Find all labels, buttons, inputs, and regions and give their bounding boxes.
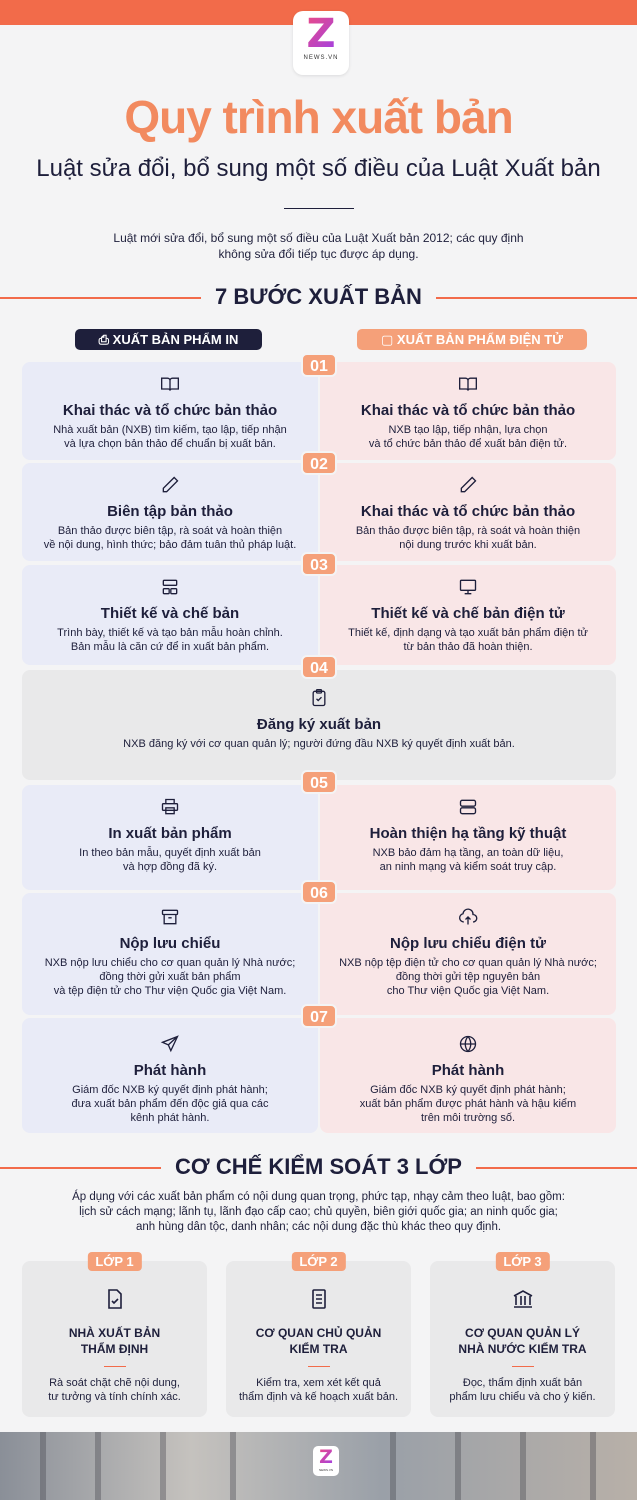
monitor-icon <box>320 577 616 599</box>
print-step-1 <box>22 362 318 460</box>
layer-title: NHÀ XUẤT BẢN THẨM ĐỊNH <box>68 1326 161 1356</box>
server-icon <box>320 797 616 819</box>
steps-heading <box>0 282 637 312</box>
layer-label: LỚP 2 <box>291 1252 345 1271</box>
step-badge-3: 03 <box>301 552 337 576</box>
step-badge-5: 05 <box>301 770 337 794</box>
step-badge-4: 04 <box>301 655 337 679</box>
step-title: Khai thác và tổ chức bản thảo <box>360 503 576 520</box>
printer-icon <box>22 797 318 819</box>
step-desc: NXB đăng ký với cơ quan quản lý; người đứng đầu NXB ký quyết định xuất bản. <box>123 738 515 750</box>
digital-step-5 <box>320 785 616 890</box>
page-title: Quy trình xuất bản <box>124 91 513 143</box>
monitor-icon: ▢ <box>381 332 397 347</box>
print-label-text: XUẤT BẢN PHẨM IN <box>112 332 239 347</box>
print-step-2 <box>22 463 318 561</box>
step-title: Nộp lưu chiểu <box>119 935 221 952</box>
step-desc: Nhà xuất bản (NXB) tìm kiếm, tạo lập, tiếp nhận và lựa chọn bản thảo để chuẩn bị xuất bản. <box>53 424 287 450</box>
globe-icon <box>320 1034 616 1056</box>
digital-step-7 <box>320 1018 616 1133</box>
layer-desc: Kiểm tra, xem xét kết quả thẩm định và kế hoạch xuất bản. <box>239 1377 398 1403</box>
layer-label: LỚP 3 <box>495 1252 549 1271</box>
layer-desc: Đọc, thẩm định xuất bản phẩm lưu chiểu và cho ý kiến. <box>449 1377 596 1403</box>
step-badge-1: 01 <box>301 353 337 377</box>
step-desc: Giám đốc NXB ký quyết định phát hành; xuất bản phẩm được phát hành và hậu kiểm trên môi trường số. <box>359 1084 577 1124</box>
landmark-icon <box>430 1287 615 1313</box>
layout-icon <box>22 577 318 599</box>
file-check-icon <box>22 1287 207 1313</box>
clipboard-check-icon <box>22 688 616 710</box>
step-desc: Thiết kế, định dạng và tạo xuất bản phẩm điện tử từ bản thảo đã hoàn thiện. <box>348 627 588 653</box>
layer-divider <box>308 1366 330 1367</box>
layer-label: LỚP 1 <box>87 1252 141 1271</box>
control-heading <box>0 1152 637 1182</box>
step-title: Khai thác và tổ chức bản thảo <box>62 402 278 419</box>
print-step-3 <box>22 565 318 665</box>
step-badge-6: 06 <box>301 880 337 904</box>
step-desc: Trình bày, thiết kế và tạo bản mẫu hoàn chỉnh. Bản mẫu là căn cứ để in xuất bản phẩm. <box>57 627 283 653</box>
digital-step-1 <box>320 362 616 460</box>
print-step-5 <box>22 785 318 890</box>
step-desc: Giám đốc NXB ký quyết định phát hành; đưa xuất bản phẩm đến độc giả qua các kênh phát hành. <box>71 1084 269 1124</box>
znews-logo[interactable] <box>293 11 349 75</box>
printer-icon: ⎙ <box>98 332 113 347</box>
print-step-7 <box>22 1018 318 1133</box>
digital-label-text: XUẤT BẢN PHẨM ĐIỆN TỬ <box>396 332 563 347</box>
step-title: Thiết kế và chế bản <box>100 605 240 622</box>
layer-title: CƠ QUAN CHỦ QUẢN KIỂM TRA <box>255 1326 382 1356</box>
digital-step-2 <box>320 463 616 561</box>
layer-card-3 <box>430 1254 615 1417</box>
print-step-6 <box>22 893 318 1015</box>
step-desc: In theo bản mẫu, quyết định xuất bản và hợp đồng đã ký. <box>79 847 261 873</box>
layer-desc: Rà soát chặt chẽ nội dung, tư tưởng và tính chính xác. <box>48 1377 181 1403</box>
digital-label <box>357 329 587 350</box>
step-badge-2: 02 <box>301 451 337 475</box>
step-desc: NXB tạo lập, tiếp nhận, lựa chọn và tổ chức bản thảo để xuất bản điện tử. <box>368 424 568 450</box>
step-badge-7: 07 <box>301 1004 337 1028</box>
logo-letter: Z <box>293 11 349 57</box>
shared-step-4 <box>22 670 616 780</box>
book-open-icon <box>22 374 318 396</box>
archive-icon <box>22 907 318 929</box>
digital-step-6 <box>320 893 616 1015</box>
logo-subtext: NEWS.VN <box>303 55 339 61</box>
step-desc: NXB nộp lưu chiểu cho cơ quan quản lý Nhà nước; đồng thời gửi xuất bản phẩm và tệp điện tử cho Thư viện Quốc gia Việt Nam. <box>44 957 296 997</box>
footer-logo-letter: Z <box>313 1446 339 1468</box>
step-title: Nộp lưu chiểu điện tử <box>390 935 546 952</box>
step-title: In xuất bản phẩm <box>108 825 232 842</box>
pencil-icon <box>320 475 616 497</box>
send-icon <box>22 1034 318 1056</box>
book-open-icon <box>320 374 616 396</box>
step-title: Biên tập bản thảo <box>107 503 233 520</box>
footer-logo-subtext: NEWS.VN <box>318 1468 333 1472</box>
print-label <box>75 329 262 350</box>
page-subtitle: Luật sửa đổi, bổ sung một số điều của Luật Xuất bản <box>36 155 601 182</box>
step-title: Đăng ký xuất bản <box>256 716 382 733</box>
step-desc: NXB nộp tệp điện tử cho cơ quan quản lý Nhà nước; đồng thời gửi tệp nguyên bản cho Thư viện Quốc gia Việt Nam. <box>339 957 597 997</box>
step-desc: Bản thảo được biên tập, rà soát và hoàn thiện nội dung trước khi xuất bản. <box>355 525 581 551</box>
steps-heading-text: 7 BƯỚC XUẤT BẢN <box>201 284 436 309</box>
control-intro: Áp dụng với các xuất bản phẩm có nội dung quan trọng, phức tạp, nhạy cảm theo luật, bao gồm: lịch sử cách mạng; lãnh tụ, lãnh đạo cấp cao; chủ quyền, biên giới quốc gia; an ninh quốc gia; anh hùng dân tộc, danh nhân; các nội dung đặc thù khác theo quy định. <box>72 1191 565 1233</box>
intro-text: Luật mới sửa đổi, bổ sung một số điều của Luật Xuất bản 2012; các quy định không sửa đổi tiếp tục được áp dụng. <box>113 231 524 261</box>
step-title: Thiết kế và chế bản điện tử <box>371 605 565 622</box>
divider <box>284 208 354 209</box>
step-title: Phát hành <box>133 1062 207 1079</box>
step-desc: Bản thảo được biên tập, rà soát và hoàn thiện về nội dung, hình thức; bảo đảm tuân thủ pháp luật. <box>43 525 297 551</box>
cloud-upload-icon <box>320 907 616 929</box>
document-list-icon <box>226 1287 411 1313</box>
digital-step-3 <box>320 565 616 665</box>
step-title: Khai thác và tổ chức bản thảo <box>360 402 576 419</box>
layer-divider <box>512 1366 534 1367</box>
layer-card-2 <box>226 1254 411 1417</box>
step-title: Phát hành <box>431 1062 505 1079</box>
pencil-icon <box>22 475 318 497</box>
layer-divider <box>104 1366 126 1367</box>
layer-title: CƠ QUAN QUẢN LÝ NHÀ NƯỚC KIỂM TRA <box>458 1326 587 1356</box>
step-desc: NXB bảo đảm hạ tầng, an toàn dữ liệu, an ninh mạng và kiểm soát truy cập. <box>372 847 564 873</box>
layer-card-1 <box>22 1254 207 1417</box>
control-heading-text: CƠ CHẾ KIỂM SOÁT 3 LỚP <box>161 1154 476 1179</box>
step-title: Hoàn thiện hạ tầng kỹ thuật <box>369 825 567 842</box>
footer-logo[interactable] <box>313 1446 339 1476</box>
